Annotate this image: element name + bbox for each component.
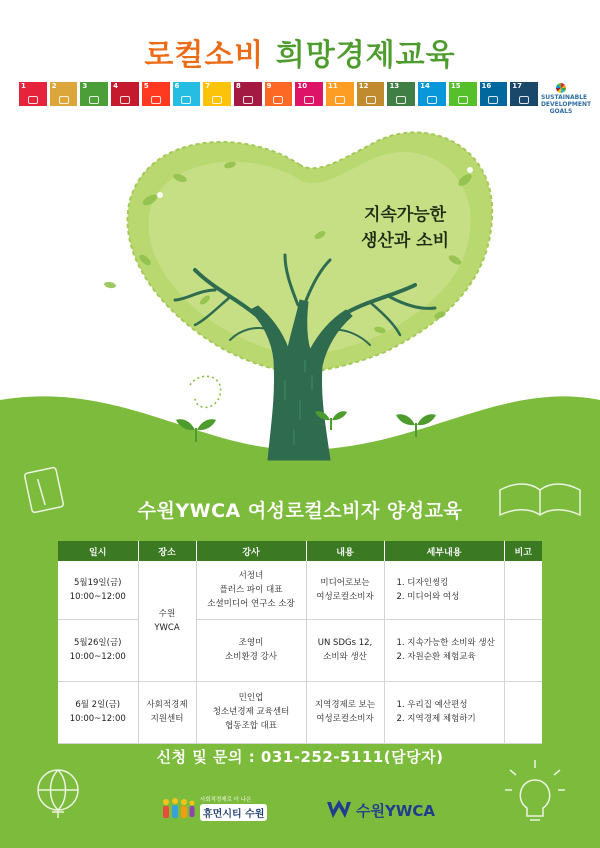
detail-item: 2. 미디어와 여성 <box>396 591 460 602</box>
sdg-pictogram-icon <box>59 96 69 104</box>
sdg-goal-8-icon <box>234 82 262 106</box>
sdg-goal-number: 15 <box>450 82 461 90</box>
sdg-wheel-icon <box>556 83 566 93</box>
content-text: 지역경제로 보는 <box>314 700 376 710</box>
time-text: 10:00~12:00 <box>69 714 126 724</box>
content-text: 여성로컬소비자 <box>316 714 374 724</box>
sdg-goal-9-icon <box>265 82 293 106</box>
sdg-pictogram-icon <box>212 96 222 104</box>
sdg-pictogram-icon <box>304 96 314 104</box>
place-cell <box>138 561 196 681</box>
place-text: YWCA <box>154 622 180 633</box>
section-title: 수원YWCA 여성로컬소비자 양성교육 <box>137 500 463 522</box>
heart-caption <box>340 202 470 254</box>
sdg-goal-16-icon <box>480 82 508 106</box>
table-row <box>58 561 542 619</box>
title-local-consumption: 로컬소비 <box>144 38 265 73</box>
logo-right-name: 수원YWCA <box>356 801 436 820</box>
sdg-goal-3-icon <box>80 82 108 106</box>
sdg-goal-number: 1 <box>21 82 26 90</box>
sdg-pictogram-icon <box>28 96 38 104</box>
table-row <box>58 681 542 743</box>
sdg-pictogram-icon <box>396 96 406 104</box>
sdg-goal-11-icon <box>326 82 354 106</box>
sdg-pictogram-icon <box>519 96 529 104</box>
detail-item: 1. 우리집 예산편성 <box>396 700 468 710</box>
sdg-goal-number: 11 <box>328 82 338 90</box>
sdg-goals-label: GOALS <box>549 108 573 115</box>
title-hope-economy-education: 희망경제교육 <box>275 38 456 73</box>
content-text: 여성로컬소비자 <box>316 591 374 602</box>
content-text: 소비와 생산 <box>323 652 367 662</box>
place-text: 수원 <box>158 608 176 619</box>
sdg-pictogram-icon <box>366 96 376 104</box>
lecturer-title: 청소년경제 교육센터 <box>212 707 290 717</box>
lecturer-title: 소셜미디어 연구소 소장 <box>207 598 295 609</box>
sdg-goal-number: 9 <box>266 82 272 90</box>
sdg-goals-label: DEVELOPMENT <box>540 101 592 108</box>
sdg-pictogram-icon <box>273 96 283 104</box>
ywca-emblem-icon <box>326 799 352 821</box>
place-text: 지원센터 <box>150 714 184 724</box>
date-text: 6월 2일(금) <box>75 700 121 710</box>
sdg-goal-13-icon <box>387 82 415 106</box>
details-cell <box>384 561 504 619</box>
sdg-goals-label: SUSTAINABLE <box>540 94 588 101</box>
sdg-goal-number: 12 <box>358 82 369 90</box>
date-cell <box>58 561 138 619</box>
date-cell <box>58 681 138 743</box>
sdg-pictogram-icon <box>427 96 437 104</box>
note-cell <box>504 619 542 681</box>
sdg-goal-number: 17 <box>512 82 522 90</box>
lecturer-cell <box>196 561 306 619</box>
sdg-goal-number: 5 <box>143 82 149 90</box>
sdg-pictogram-icon <box>243 96 253 104</box>
sdg-pictogram-icon <box>151 96 161 104</box>
date-text: 5월26일(금) <box>74 638 122 648</box>
sdg-pictogram-icon <box>181 96 191 104</box>
sdg-pictogram-icon <box>89 96 99 104</box>
sdg-pictogram-icon <box>120 96 130 104</box>
heart-caption-line2: 생산과 소비 <box>360 231 450 251</box>
heart-caption-line1: 지속가능한 <box>363 205 447 225</box>
sdg-goal-number: 8 <box>235 82 241 90</box>
detail-item: 2. 지역경제 체험하기 <box>396 714 476 724</box>
content-text: UN SDGs 12, <box>317 638 373 648</box>
sdg-goal-number: 16 <box>481 82 492 90</box>
content-cell <box>306 561 384 619</box>
sdg-pictogram-icon <box>458 96 468 104</box>
content-cell <box>306 619 384 681</box>
sdg-icons-strip <box>19 82 592 115</box>
table-row <box>58 619 542 681</box>
sdg-goals-wheel-logo <box>540 82 592 115</box>
lecturer-name: 서정녀 <box>238 570 264 581</box>
lecturer-title: 플러스 파이 대표 <box>219 584 283 595</box>
place-text: 사회적경제 <box>146 700 188 710</box>
detail-item: 1. 지속가능한 소비와 생산 <box>396 638 495 648</box>
lecturer-cell <box>196 681 306 743</box>
detail-item: 2. 자원순환 체험교육 <box>396 652 476 662</box>
schedule-table <box>58 541 542 744</box>
note-cell <box>504 561 542 619</box>
header-place: 장소 <box>138 541 196 561</box>
header-note: 비고 <box>504 541 542 561</box>
lecturer-name: 민인업 <box>238 693 264 703</box>
sdg-pictogram-icon <box>335 96 345 104</box>
note-cell <box>504 681 542 743</box>
contact-info: 신청 및 문의 : 031-252-5111(담당자) <box>156 748 444 766</box>
sdg-goal-12-icon <box>357 82 385 106</box>
sdg-goal-15-icon <box>449 82 477 106</box>
children-figures-icon <box>160 796 196 822</box>
sdg-goal-5-icon <box>142 82 170 106</box>
header-details: 세부내용 <box>384 541 504 561</box>
suwon-ywca-logo <box>326 797 456 823</box>
poster-title <box>0 30 600 74</box>
place-cell <box>138 681 196 743</box>
sdg-goal-number: 2 <box>51 82 57 90</box>
time-text: 10:00~12:00 <box>69 591 126 602</box>
sdg-goal-1-icon <box>19 82 47 106</box>
sdg-goal-10-icon <box>295 82 323 106</box>
logo-left-tagline: 사회적경제로 더 나은 <box>200 797 252 803</box>
sdg-goal-2-icon <box>50 82 78 106</box>
lecturer-name: 조영미 <box>238 638 264 648</box>
lecturer-title: 소비환경 강사 <box>225 652 277 662</box>
header-date: 일시 <box>58 541 138 561</box>
detail-item: 1. 디자인씽킹 <box>396 577 449 588</box>
sdg-goal-number: 13 <box>389 82 400 90</box>
sdg-goal-4-icon <box>111 82 139 106</box>
human-city-suwon-logo <box>160 795 272 823</box>
sdg-goal-7-icon <box>203 82 231 106</box>
sdg-goal-number: 10 <box>297 82 308 90</box>
sdg-goal-6-icon <box>173 82 201 106</box>
lecturer-title: 협동조합 대표 <box>225 721 277 731</box>
details-cell <box>384 619 504 681</box>
sdg-pictogram-icon <box>488 96 498 104</box>
content-cell <box>306 681 384 743</box>
header-content: 내용 <box>306 541 384 561</box>
sdg-goal-number: 6 <box>174 82 180 90</box>
date-text: 5월19일(금) <box>74 577 122 588</box>
sdg-goal-14-icon <box>418 82 446 106</box>
time-text: 10:00~12:00 <box>69 652 126 662</box>
sdg-goal-number: 4 <box>113 82 118 90</box>
date-cell <box>58 619 138 681</box>
sdg-goal-number: 14 <box>420 82 430 90</box>
content-text: 미디어로보는 <box>320 577 370 588</box>
sdg-goal-number: 7 <box>205 82 211 90</box>
sdg-goal-17-icon <box>510 82 538 106</box>
details-cell <box>384 681 504 743</box>
sdg-goal-number: 3 <box>82 82 88 90</box>
header-lecturer: 강사 <box>196 541 306 561</box>
lecturer-cell <box>196 619 306 681</box>
table-header-row <box>58 541 542 561</box>
logo-left-name: 휴먼시티 수원 <box>200 804 267 821</box>
